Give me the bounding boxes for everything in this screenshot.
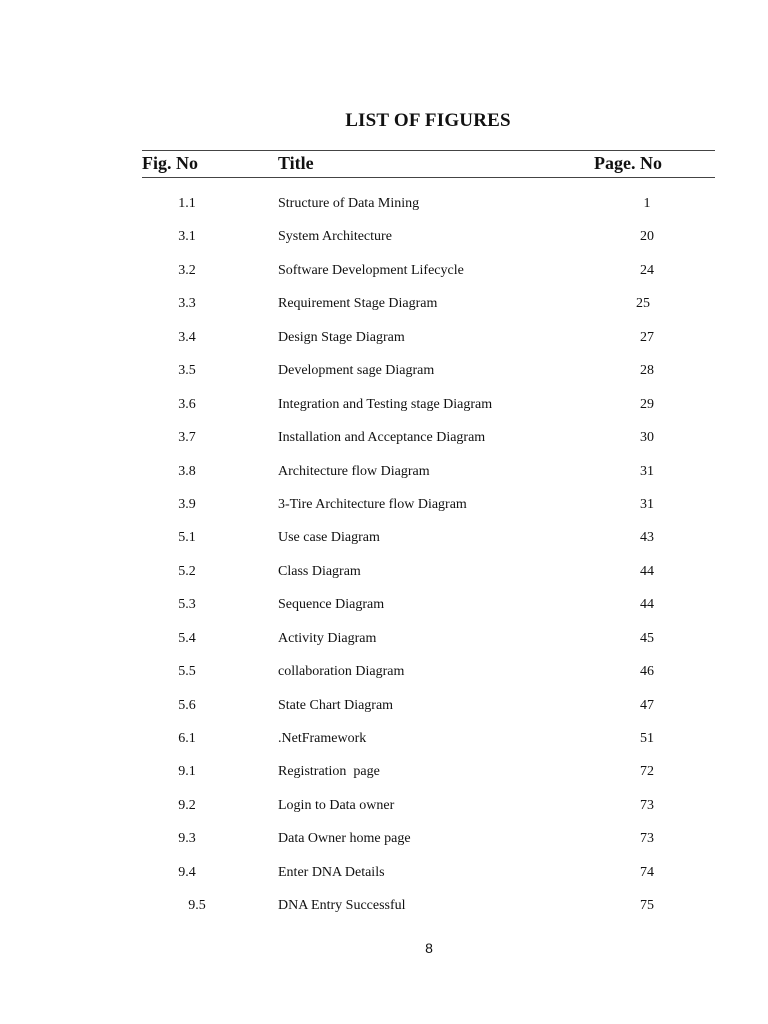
figure-title: Design Stage Diagram [278, 329, 405, 345]
figures-list [0, 190, 768, 926]
page-number-cell: 29 [640, 396, 654, 412]
page-number-cell: 45 [640, 630, 654, 646]
table-row [0, 290, 768, 323]
figure-number: 3.7 [178, 430, 196, 446]
page-number-cell: 73 [640, 797, 654, 813]
figure-number: 9.1 [178, 764, 196, 780]
page-footer-number: 8 [425, 940, 433, 956]
figure-title: Activity Diagram [278, 630, 377, 646]
figure-number: 5.2 [178, 563, 196, 579]
figure-title: DNA Entry Successful [278, 898, 406, 914]
figure-title: Integration and Testing stage Diagram [278, 396, 493, 412]
figure-number: 5.3 [178, 597, 196, 613]
figure-title: Architecture flow Diagram [278, 463, 430, 479]
table-row [0, 357, 768, 390]
figure-number: 3.2 [178, 262, 196, 278]
column-header-page-no: Page. No [594, 153, 662, 173]
table-row [0, 859, 768, 892]
page-number-cell: 31 [640, 463, 654, 479]
figure-title: Sequence Diagram [278, 597, 385, 613]
table-row [0, 424, 768, 457]
table-row [0, 458, 768, 491]
table-row [0, 758, 768, 791]
page-number-cell: 44 [640, 563, 654, 579]
figure-number: 3.6 [178, 396, 196, 412]
figure-title: collaboration Diagram [278, 664, 405, 680]
column-header-title: Title [278, 153, 314, 173]
figure-number: 3.1 [178, 229, 196, 245]
page-number-cell: 46 [640, 664, 654, 680]
figure-number: 9.3 [178, 831, 196, 847]
figure-number: 5.4 [178, 630, 196, 646]
figure-title: Structure of Data Mining [278, 196, 420, 211]
figure-number: 3.8 [178, 463, 196, 479]
table-row [0, 223, 768, 256]
figure-number: 3.5 [178, 363, 196, 379]
figure-number: 9.4 [178, 864, 196, 880]
page-number-cell: 20 [640, 229, 654, 245]
page-number-cell: 1 [643, 196, 651, 211]
figure-title: 3-Tire Architecture flow Diagram [278, 496, 467, 512]
table-row [0, 391, 768, 424]
table-row [0, 658, 768, 691]
page-number-cell: 47 [640, 697, 654, 713]
table-row [0, 558, 768, 591]
figure-title: Installation and Acceptance Diagram [278, 430, 486, 446]
table-header-top-rule [142, 150, 715, 151]
figure-number: 9.2 [178, 797, 196, 813]
page-title: LIST OF FIGURES [345, 110, 511, 131]
table-row [0, 324, 768, 357]
figure-title: Login to Data owner [278, 797, 395, 813]
page-number-cell: 51 [640, 731, 654, 746]
page-number-cell: 74 [640, 864, 654, 880]
table-row [0, 792, 768, 825]
table-row [0, 190, 768, 223]
figure-title: .NetFramework [278, 731, 367, 746]
figure-number: 3.3 [178, 296, 196, 312]
table-row [0, 725, 768, 758]
figure-title: Use case Diagram [278, 530, 380, 546]
table-row [0, 892, 768, 925]
figure-number: 5.5 [178, 664, 196, 680]
figure-number: 6.1 [178, 731, 196, 746]
figure-title: Data Owner home page [278, 831, 411, 847]
table-row [0, 625, 768, 658]
page-number-cell: 27 [640, 329, 654, 345]
figure-title: Enter DNA Details [278, 864, 385, 880]
page-number-cell: 30 [640, 430, 654, 446]
table-row [0, 491, 768, 524]
column-header-fig-no: Fig. No [142, 153, 198, 173]
table-row [0, 257, 768, 290]
figure-title: State Chart Diagram [278, 697, 394, 713]
page-number-cell: 25 [636, 296, 650, 312]
table-row [0, 692, 768, 725]
page-number-cell: 75 [640, 898, 654, 914]
page-number-cell: 44 [640, 597, 654, 613]
figure-title: Requirement Stage Diagram [278, 296, 438, 312]
page-number-cell: 31 [640, 496, 654, 512]
figure-title: Development sage Diagram [278, 363, 435, 379]
table-row [0, 825, 768, 858]
figure-title: System Architecture [278, 229, 392, 245]
figure-number: 5.1 [178, 530, 196, 546]
figure-title: Class Diagram [278, 563, 361, 579]
figure-title: Registration page [278, 764, 380, 780]
table-header-bottom-rule [142, 177, 715, 178]
table-row [0, 524, 768, 557]
page-number-cell: 72 [640, 764, 654, 780]
page-number-cell: 24 [640, 262, 654, 278]
page-number-cell: 28 [640, 363, 654, 379]
figure-number: 1.1 [178, 196, 196, 211]
table-row [0, 591, 768, 624]
figure-title: Software Development Lifecycle [278, 262, 464, 278]
figure-number: 3.4 [178, 329, 196, 345]
figure-number: 9.5 [188, 898, 206, 914]
page-number-cell: 73 [640, 831, 654, 847]
page-number-cell: 43 [640, 530, 654, 546]
figure-number: 3.9 [178, 496, 196, 512]
figure-number: 5.6 [178, 697, 196, 713]
